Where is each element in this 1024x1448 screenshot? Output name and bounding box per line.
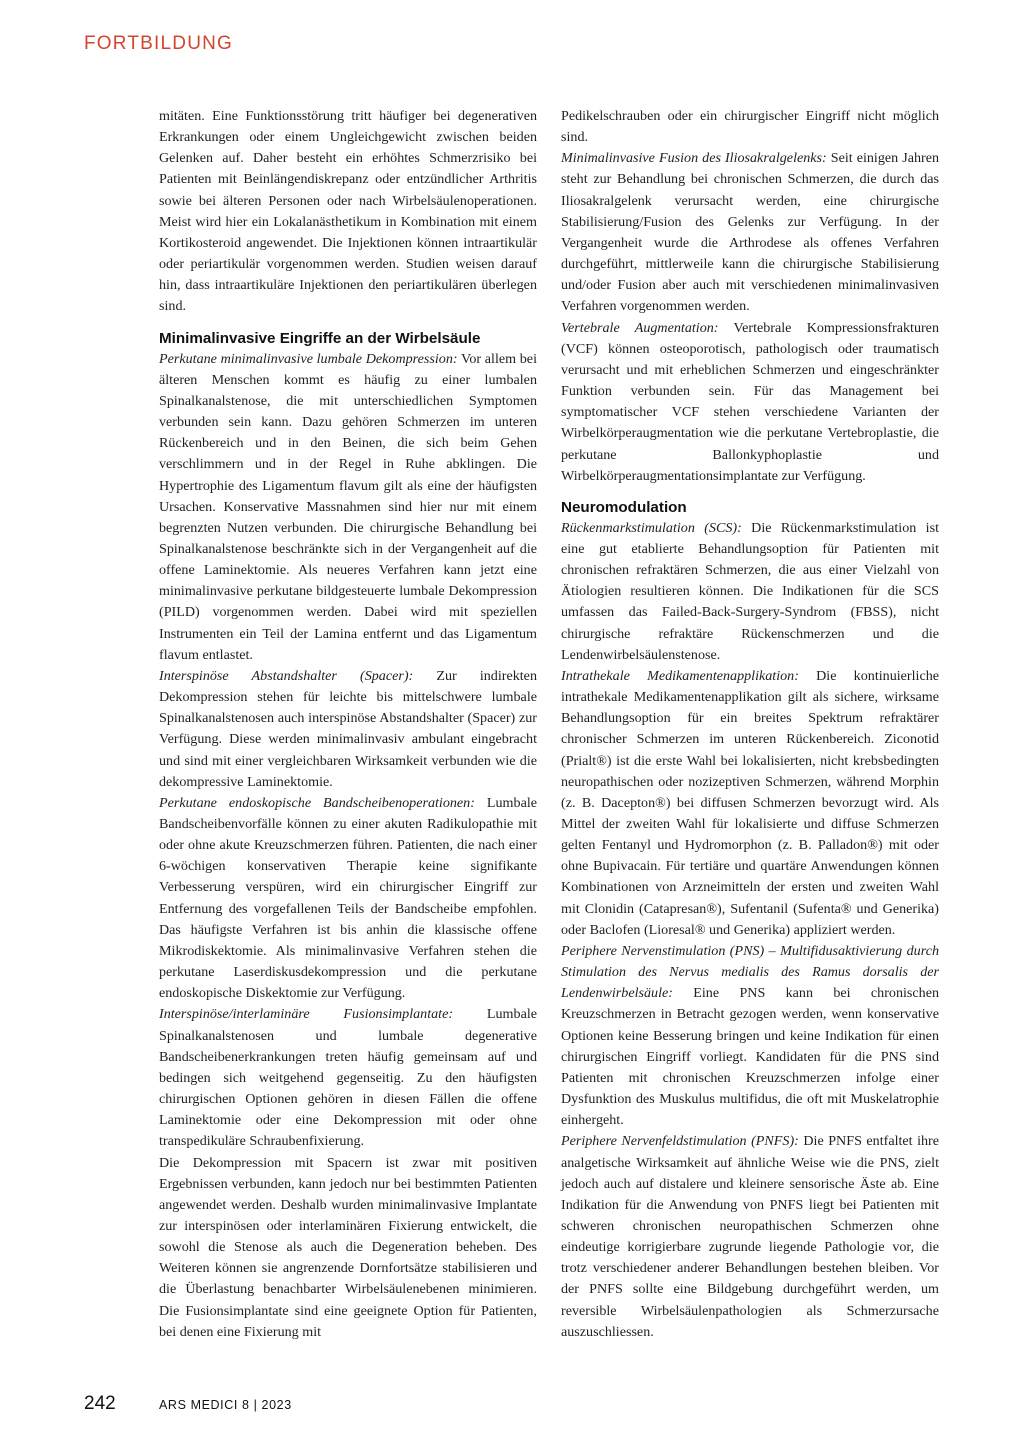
paragraph-lead: Periphere Nervenstimulation (PNS) – Multifidusaktivierung durch Stimulation des Nervus medialis des Ramus dorsalis der Lendenwirbelsäule: bbox=[561, 942, 939, 1002]
paragraph bbox=[561, 148, 939, 317]
paragraph: Die Dekompression mit Spacern ist zwar mit positiven Ergebnissen verbunden, kann jedoch nur bei bestimmten Patienten angewendet werden. Deshalb wurden minimalinvasive Implantate zur interspinösen oder interlaminären Fixierung entwickelt, die sowohl die Stenose als auch die Degeneration beheben. Des Weiteren können sie angrenzende Dornfortsätze stabilisieren und die Überlastung benachbarter Wirbelsäulenebenen minimieren. Die Fusionsimplantate sind eine geeignete Option für Patienten, bei denen eine Fixierung mit bbox=[159, 1154, 537, 1340]
paragraph bbox=[561, 518, 939, 666]
journal-issue: ARS MEDICI 8 | 2023 bbox=[159, 1398, 292, 1412]
paragraph-text: Lumbale Bandscheibenvorfälle können zu einer akuten Radikulopathie mit oder ohne akute Kreuzschmerzen führen. Patienten, die nach einer 6-wöchigen konservativen Therapie keine signifikante Verbesserung verspüren, wird ein chirurgischer Eingriff zur Entfernung des vorgefallenen Teils der Bandscheibe empfohlen. Das häufigste Verfahren ist bis anhin die klassische offene Mikrodiskektomie. Als minimalinvasive Verfahren stehen die perkutane Laserdiskusdekompression und die perkutane endoskopische Diskektomie zur Verfügung. bbox=[159, 794, 537, 1002]
section-heading: Minimalinvasive Eingriffe an der Wirbelsäule bbox=[159, 329, 481, 347]
paragraph bbox=[561, 1131, 939, 1343]
paragraph-lead: Perkutane endoskopische Bandscheibenoperationen: bbox=[159, 794, 475, 811]
paragraph-lead: Rückenmarkstimulation (SCS): bbox=[561, 519, 742, 536]
paragraph bbox=[159, 1004, 537, 1152]
paragraph-lead: Interspinöse/interlaminäre Fusionsimplantate: bbox=[159, 1006, 454, 1023]
paragraph-lead: Intrathekale Medikamentenapplikation: bbox=[561, 667, 799, 684]
paragraph bbox=[159, 793, 537, 1005]
paragraph: Pedikelschrauben oder ein chirurgischer Eingriff nicht möglich sind. bbox=[561, 108, 939, 146]
paragraph-text: Zur indirekten Dekompression stehen für leichte bis mittelschwere lumbale Spinalkanalstenosen auch interspinöse Abstandshalter (Spacer) zur Verfügung. Diese werden minimalinvasiv ambulant eingebracht und sind mit einer vergleichbaren Wirksamkeit verbunden wie die dekompressive Laminektomie. bbox=[159, 667, 537, 790]
right-column bbox=[561, 106, 939, 1343]
section-tag: FORTBILDUNG bbox=[84, 33, 234, 54]
paragraph-text: Seit einigen Jahren steht zur Behandlung bei chronischen Schmerzen, die durch das Iliosakralgelenk verursacht werden, eine chirurgische Stabilisierung/Fusion des Gelenks zur Verfügung. In der Vergangenheit wurde die Arthrodese als offenes Verfahren durchgeführt, mittlerweile kann die chirurgische Stabilisierung und/oder Fusion aber auch mit verschiedenen minimalinvasiven Verfahren vorgenommen werden. bbox=[561, 150, 939, 315]
paragraph bbox=[561, 941, 939, 1131]
section-heading: Neuromodulation bbox=[561, 498, 687, 516]
paragraph-lead: Minimalinvasive Fusion des Iliosakralgelenks: bbox=[561, 150, 827, 167]
paragraph bbox=[561, 318, 939, 487]
paragraph-lead: Periphere Nervenfeldstimulation (PNFS): bbox=[561, 1133, 799, 1150]
page-number: 242 bbox=[84, 1393, 116, 1414]
paragraph-text: Die PNFS entfaltet ihre analgetische Wirksamkeit auf ähnliche Weise wie die PNS, zielt jedoch auch auf distalere und kleinere sensorische Äste ab. Eine Indikation für die Anwendung von PNFS liegt bei Patienten mit schweren chronischen neuropathischen Schmerzen ohne eindeutige korrigierbare zugrunde liegende Pathologie vor, die trotz verschiedener anderer Behandlungen bestehen bleiben. Vor der PNFS sollte eine Bildgebung durchgeführt werden, um reversible Wirbelsäulenpathologien als Schmerzursache auszuschliessen. bbox=[561, 1133, 940, 1340]
paragraph-lead: Vertebrale Augmentation: bbox=[561, 319, 719, 336]
paragraph-text: Vertebrale Kompressionsfrakturen (VCF) können osteoporotisch, pathologisch oder traumatisch verursacht und mit erheblichen Schmerzen und eingeschränkter Funktion verbunden sein. Für das Management bei symptomatischer VCF stehen verschiedene Varianten der Wirbelkörperaugmentation wie die perkutane Vertebroplastie, die perkutane Ballonkyphoplastie und Wirbelkörperaugmentationsimplantate zur Verfügung. bbox=[561, 319, 939, 484]
paragraph bbox=[159, 666, 537, 793]
paragraph-text: Die Rückenmarkstimulation ist eine gut etablierte Behandlungsoption für Patienten mit chronischen refraktären Schmerzen, die aus einer Vielzahl von Ätiologien resultieren können. Die Indikationen für die SCS umfassen das Failed-Back-Surgery-Syndrom (FBSS), nicht chirurgische refraktäre Rückenschmerzen und die Lendenwirbelsäulenstenose. bbox=[561, 519, 939, 663]
paragraph-text: Eine PNS kann bei chronischen Kreuzschmerzen in Betracht gezogen werden, wenn konservative Optionen keine Besserung bringen und keine Indikation für einen chirurgischen Eingriff vorliegt. Kandidaten für die PNS sind Patienten mit chronischen Kreuzschmerzen infolge einer Dysfunktion des Muskulus multifidus, die oft mit Muskelatrophie einhergeht. bbox=[561, 985, 939, 1129]
paragraph-lead: Perkutane minimalinvasive lumbale Dekompression: bbox=[159, 350, 458, 367]
paragraph bbox=[159, 349, 537, 666]
paragraph-text: Vor allem bei älteren Menschen kommt es häufig zu einer lumbalen Spinalkanalstenose, die mit unterschiedlichen Symptomen verbunden sein kann. Dazu gehören Schmerzen im unteren Rückenbereich und in den Beinen, die sich beim Gehen verschlimmern und in der Regel in Ruhe abklingen. Die Hypertrophie des Ligamentum flavum gilt als eine der häufigsten Ursachen. Konservative Massnahmen sind hier nur mit einem begrenzten Nutzen verbunden. Die chirurgische Behandlung bei Spinalkanalstenose beschränkte sich in der Vergangenheit auf die offene Laminektomie. Als neueres Verfahren kann jetzt eine minimalinvasive perkutane bildgesteuerte lumbale Dekompression (PILD) vorgenommen werden. Dabei wird mit speziellen Instrumenten ein Teil der Lamina entfernt und das Ligamentum flavum entlastet. bbox=[159, 350, 537, 663]
paragraph-text: Lumbale Spinalkanalstenosen und lumbale degenerative Bandscheibenerkrankungen treten häufig gemeinsam auf und bedingen sich weitgehend gegenseitig. Zu den häufigsten chirurgischen Optionen gehören in diesen Fällen die offene Laminektomie oder eine Dekompression mit oder ohne transpedikuläre Schraubenfixierung. bbox=[159, 1006, 537, 1150]
paragraph-lead: Interspinöse Abstandshalter (Spacer): bbox=[159, 667, 414, 684]
paragraph bbox=[561, 666, 939, 941]
paragraph-text: Die kontinuierliche intrathekale Medikamentenapplikation gilt als sichere, wirksame Behandlungsoption für ein breites Spektrum refraktärer chronischer Schmerzen im unteren Rückenbereich. Ziconotid (Prialt®) ist die erste Wahl bei lokalisierten, nicht krebsbedingten neuropathischen oder nozizeptiven Schmerzen, während Morphin (z. B. Dacepton®) bei diffusen Schmerzen bevorzugt wird. Als Mittel der zweiten Wahl für lokalisierte und diffuse Schmerzen gelten Fentanyl und Hydromorphon (z. B. Palladon®) mit oder ohne Bupivacain. Für tertiäre und quartäre Anwendungen können Kombinationen von Arzneimitteln der ersten und zweiten Wahl mit Clonidin (Catapresan®), Sufentanil (Sufenta® und Generika) oder Baclofen (Lioresal® und Generika) appliziert werden. bbox=[561, 667, 939, 938]
left-column bbox=[159, 106, 537, 1343]
paragraph: mitäten. Eine Funktionsstörung tritt häufiger bei degenerativen Erkrankungen oder einem Ungleichgewicht zwischen beiden Gelenken auf. Daher besteht ein erhöhtes Schmerzrisiko bei Patienten mit Beinlängendiskrepanz oder entzündlicher Arthritis sowie bei älteren Personen oder nach Wirbelsäulenoperationen. Meist wird hier ein Lokalanästhetikum in Kombination mit einem Kortikosteroid angewendet. Die Injektionen können intraartikulär oder periartikulär vorgenommen werden. Studien weisen darauf hin, dass intraartikuläre Injektionen den periartikulären überlegen sind. bbox=[159, 108, 537, 315]
